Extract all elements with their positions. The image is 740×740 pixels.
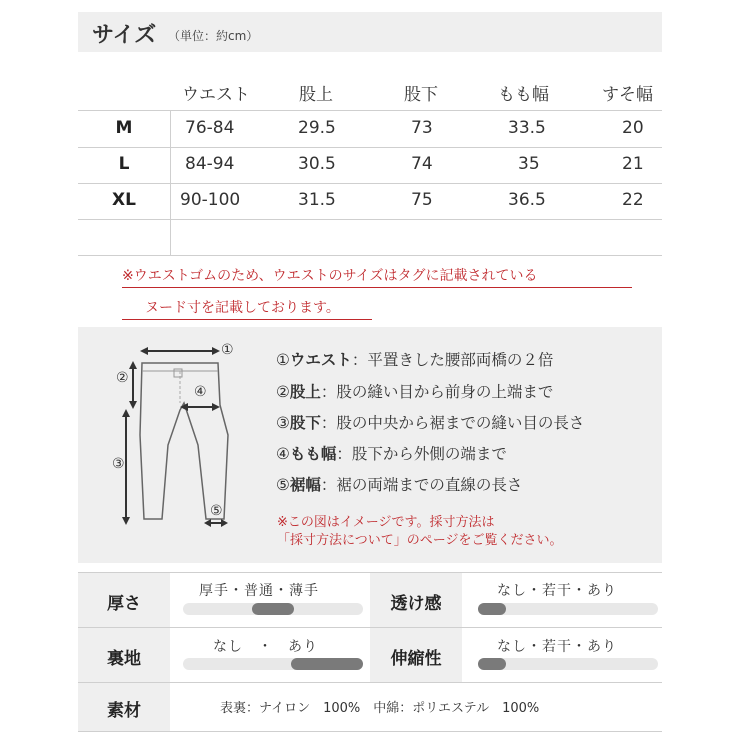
table-divider [78,183,662,184]
table-cell: 36.5 [508,190,546,210]
row-header-l: L [118,154,130,174]
table-cell: 30.5 [298,154,336,174]
table-cell: 84-94 [185,154,235,174]
waist-note-line1: ※ウエストゴムのため、ウエストのサイズはタグに記載されている [122,268,538,284]
table-cell: 75 [411,190,433,210]
legend-rise: ②股上：股の縫い目から前身の上端まで [276,383,554,401]
material-label: 素材 [107,701,141,721]
marker-5: ⑤ [210,503,223,519]
size-section-title: サイズ [92,23,157,48]
note-underline [122,287,632,288]
lining-indicator [291,658,363,670]
table-cell: 29.5 [298,118,336,138]
row-header-m: M [115,118,133,138]
sheerness-indicator [478,603,506,615]
lining-label: 裏地 [107,649,141,669]
column-header-waist: ウエスト [182,85,250,105]
thickness-options: 厚手・普通・薄手 [199,583,319,599]
legend-thigh: ④もも幅：股下から外側の端まで [276,445,507,463]
table-cell: 74 [411,154,433,174]
size-section-header [78,12,662,52]
stretch-label: 伸縮性 [390,649,442,669]
table-cell: 73 [411,118,433,138]
thickness-indicator [252,603,294,615]
marker-2: ② [116,370,129,386]
waist-note-line2: ヌード寸を記載しております。 [145,300,340,316]
lining-scale [183,658,363,670]
table-divider [78,110,662,111]
marker-1: ① [221,342,234,358]
diagram-note-line2: 「採寸方法について」のページをご覧ください。 [277,533,563,548]
table-divider [78,219,662,220]
table-cell: 22 [622,190,644,210]
pants-diagram [100,335,260,535]
column-header-thigh: もも幅 [498,85,549,105]
table-cell: 76-84 [185,118,235,138]
stretch-scale [478,658,658,670]
diagram-note-line1: ※この図はイメージです。採寸方法は [277,515,495,530]
thickness-label: 厚さ [107,594,141,614]
material-value: 表裏：ナイロン 100% 中綿：ポリエステル 100% [220,701,540,716]
sheerness-options: なし・若干・あり [497,583,617,599]
column-header-hem: すそ幅 [602,85,653,105]
table-divider [78,147,662,148]
legend-inseam: ③股下：股の中央から裾までの縫い目の長さ [276,414,585,432]
legend-hem: ⑤裾幅：裾の両端までの直線の長さ [276,476,523,494]
table-cell: 35 [518,154,540,174]
table-cell: 90-100 [180,190,241,210]
table-cell: 20 [622,118,644,138]
thickness-scale [183,603,363,615]
stretch-indicator [478,658,506,670]
marker-3: ③ [112,456,125,472]
column-header-inseam: 股下 [404,85,438,105]
table-column-divider [170,110,171,256]
table-cell: 33.5 [508,118,546,138]
note-underline [122,319,372,320]
sheerness-scale [478,603,658,615]
stretch-options: なし・若干・あり [497,639,617,655]
attr-table-divider [78,731,662,732]
table-cell: 31.5 [298,190,336,210]
table-divider [78,255,662,256]
unit-label: （単位：約cm） [168,29,259,43]
marker-4: ④ [194,384,207,400]
lining-options: なし ・ あり [213,639,318,655]
legend-waist: ①ウエスト：平置きした腰部両橋の２倍 [276,351,554,369]
row-header-xl: XL [112,190,136,210]
table-cell: 21 [622,154,644,174]
column-header-rise: 股上 [299,85,333,105]
sheerness-label: 透け感 [390,594,442,614]
